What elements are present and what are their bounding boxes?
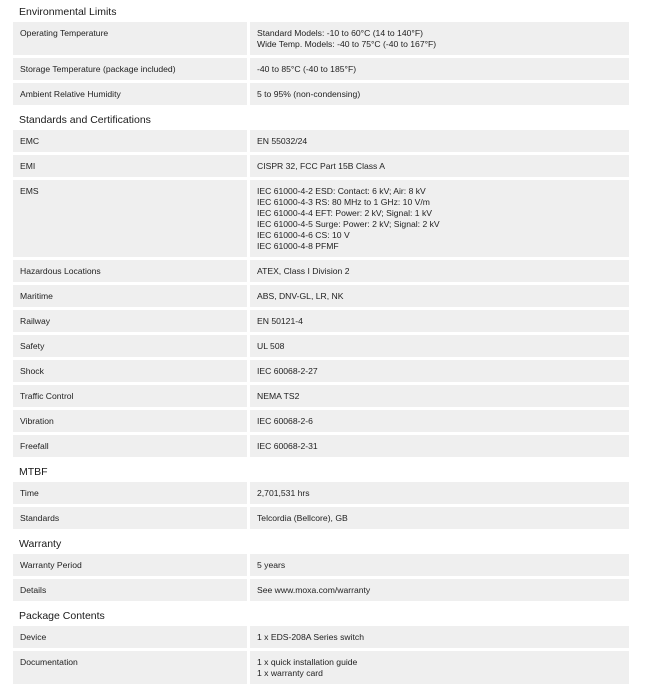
spec-label: Safety xyxy=(13,335,247,357)
spec-label: EMC xyxy=(13,130,247,152)
spec-value xyxy=(250,22,629,55)
spec-label: Vibration xyxy=(13,410,247,432)
spec-value xyxy=(250,130,629,152)
spec-value xyxy=(250,260,629,282)
section-title: Environmental Limits xyxy=(19,6,117,18)
spec-row xyxy=(13,410,629,432)
spec-value xyxy=(250,58,629,80)
spec-value-line: IEC 61000-4-5 Surge: Power: 2 kV; Signal: 2 kV xyxy=(257,219,440,229)
spec-value xyxy=(250,385,629,407)
spec-value-line: 1 x EDS-208A Series switch xyxy=(257,632,364,642)
spec-value-line: IEC 61000-4-8 PFMF xyxy=(257,241,339,251)
spec-row xyxy=(13,260,629,282)
spec-label: Shock xyxy=(13,360,247,382)
spec-value xyxy=(250,335,629,357)
spec-value xyxy=(250,507,629,529)
spec-label: Device xyxy=(13,626,247,648)
spec-label: Details xyxy=(13,579,247,601)
spec-value-line: ATEX, Class I Division 2 xyxy=(257,266,350,276)
spec-value-line: ABS, DNV-GL, LR, NK xyxy=(257,291,344,301)
spec-label: Ambient Relative Humidity xyxy=(13,83,247,105)
spec-value-line: 1 x quick installation guide xyxy=(257,657,358,667)
spec-row xyxy=(13,385,629,407)
spec-value-line: Telcordia (Bellcore), GB xyxy=(257,513,348,523)
spec-value-line: 5 years xyxy=(257,560,286,570)
spec-label: EMS xyxy=(13,180,247,257)
spec-row xyxy=(13,335,629,357)
spec-value-line: 5 to 95% (non-condensing) xyxy=(257,89,361,99)
spec-row xyxy=(13,155,629,177)
spec-value-line: IEC 60068-2-27 xyxy=(257,366,318,376)
spec-label: Railway xyxy=(13,310,247,332)
spec-value-line: NEMA TS2 xyxy=(257,391,300,401)
spec-value-line: IEC 60068-2-6 xyxy=(257,416,313,426)
spec-row xyxy=(13,651,629,684)
spec-value-line: IEC 60068-2-31 xyxy=(257,441,318,451)
spec-label: Traffic Control xyxy=(13,385,247,407)
spec-value-line: -40 to 85°C (-40 to 185°F) xyxy=(257,64,357,74)
spec-value xyxy=(250,155,629,177)
spec-row xyxy=(13,285,629,307)
section-title: MTBF xyxy=(19,466,48,478)
spec-value xyxy=(250,579,629,601)
spec-row xyxy=(13,579,629,601)
spec-value xyxy=(250,310,629,332)
spec-value xyxy=(250,285,629,307)
spec-label: Storage Temperature (package included) xyxy=(13,58,247,80)
spec-section xyxy=(13,609,629,692)
spec-value-line: Standard Models: -10 to 60°C (14 to 140°F) xyxy=(257,28,423,38)
section-gap xyxy=(13,687,629,692)
spec-value xyxy=(250,482,629,504)
spec-row xyxy=(13,482,629,504)
spec-value xyxy=(250,83,629,105)
spec-value xyxy=(250,651,629,684)
spec-section xyxy=(13,465,629,537)
spec-row xyxy=(13,130,629,152)
spec-row xyxy=(13,435,629,457)
spec-label: Documentation xyxy=(13,651,247,684)
spec-row xyxy=(13,554,629,576)
spec-label: Time xyxy=(13,482,247,504)
spec-value-line: IEC 61000-4-3 RS: 80 MHz to 1 GHz: 10 V/m xyxy=(257,197,430,207)
spec-label: Standards xyxy=(13,507,247,529)
spec-label: Hazardous Locations xyxy=(13,260,247,282)
spec-value-line: Wide Temp. Models: -40 to 75°C (-40 to 167°F) xyxy=(257,39,437,49)
spec-label: Maritime xyxy=(13,285,247,307)
spec-value xyxy=(250,435,629,457)
spec-value xyxy=(250,626,629,648)
spec-section xyxy=(13,113,629,465)
section-title: Warranty xyxy=(19,538,62,550)
spec-label: Warranty Period xyxy=(13,554,247,576)
spec-row xyxy=(13,626,629,648)
section-title: Package Contents xyxy=(19,610,105,622)
spec-label: EMI xyxy=(13,155,247,177)
section-title: Standards and Certifications xyxy=(19,114,151,126)
spec-value-line: EN 55032/24 xyxy=(257,136,308,146)
spec-row xyxy=(13,180,629,257)
spec-value-line: UL 508 xyxy=(257,341,285,351)
spec-value xyxy=(250,360,629,382)
spec-value xyxy=(250,410,629,432)
spec-section xyxy=(13,5,629,113)
spec-value-line: 1 x warranty card xyxy=(257,668,323,678)
spec-label: Freefall xyxy=(13,435,247,457)
spec-row xyxy=(13,360,629,382)
spec-value-line: EN 50121-4 xyxy=(257,316,303,326)
spec-value-line: IEC 61000-4-6 CS: 10 V xyxy=(257,230,350,240)
spec-value-line: 2,701,531 hrs xyxy=(257,488,310,498)
spec-value-line: IEC 61000-4-2 ESD: Contact: 6 kV; Air: 8 kV xyxy=(257,186,426,196)
spec-row xyxy=(13,507,629,529)
spec-sheet xyxy=(13,5,629,692)
spec-value-line: IEC 61000-4-4 EFT: Power: 2 kV; Signal: 1 kV xyxy=(257,208,432,218)
spec-value xyxy=(250,554,629,576)
spec-row xyxy=(13,22,629,55)
spec-row xyxy=(13,58,629,80)
spec-row xyxy=(13,83,629,105)
spec-value-line: See www.moxa.com/warranty xyxy=(257,585,371,595)
spec-value xyxy=(250,180,629,257)
spec-row xyxy=(13,310,629,332)
spec-label: Operating Temperature xyxy=(13,22,247,55)
spec-section xyxy=(13,537,629,609)
spec-value-line: CISPR 32, FCC Part 15B Class A xyxy=(257,161,385,171)
